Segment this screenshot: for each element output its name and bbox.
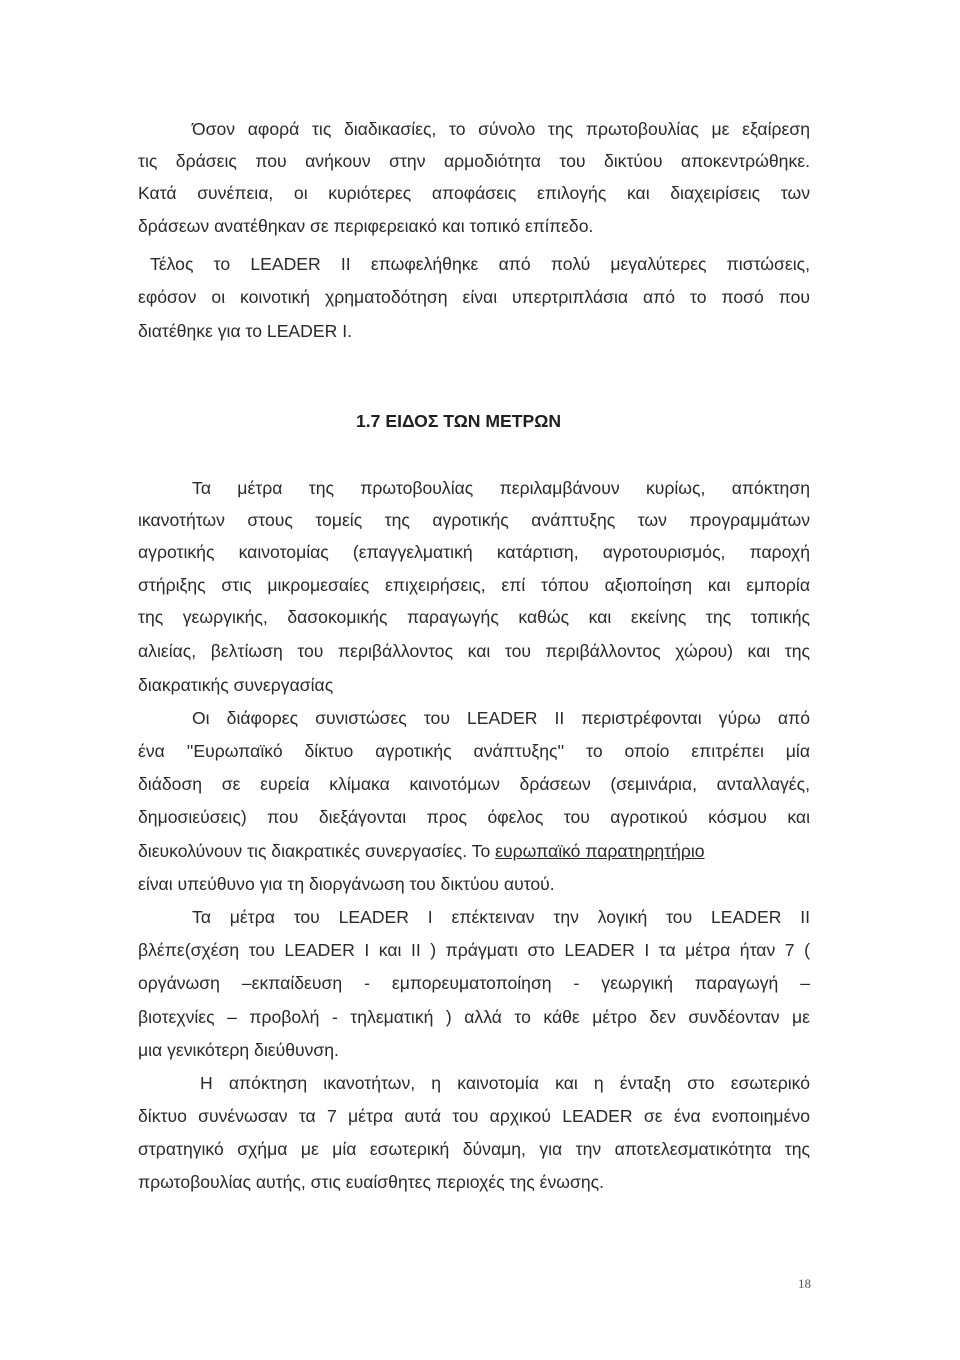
text-line: οργάνωση –εκπαίδευση - εμπορευματοποίηση - γεωργική παραγωγή – bbox=[138, 973, 810, 993]
text-line: διατέθηκε για το LEADER I. bbox=[138, 321, 352, 341]
text-line: βλέπε(σχέση του LEADER I και II ) πράγματι στο LEADER I τα μέτρα ήταν 7 ( bbox=[138, 940, 810, 960]
text-line: ένα ''Ευρωπαϊκό δίκτυο αγροτικής ανάπτυξης'' το οποίο επιτρέπει μία bbox=[138, 741, 810, 761]
text-line: δημοσιεύσεις) που διεξάγονται προς όφελος του αγροτικού κόσμου και bbox=[138, 807, 810, 827]
text-line: της γεωργικής, δασοκομικής παραγωγής καθώς και εκείνης της τοπικής bbox=[138, 607, 810, 627]
text-line: Τα μέτρα του LEADER I επέκτειναν την λογική του LEADER II bbox=[192, 907, 810, 927]
text-line: διακρατικής συνεργασίας bbox=[138, 675, 334, 695]
page-number: 18 bbox=[798, 1276, 811, 1291]
text-line: αγροτικής καινοτομίας (επαγγελματική κατάρτιση, αγροτουρισμός, παροχή bbox=[138, 542, 810, 562]
text-line: Η απόκτηση ικανοτήτων, η καινοτομία και η ένταξη στο εσωτερικό bbox=[200, 1073, 810, 1093]
text-line: δράσεων ανατέθηκαν σε περιφερειακό και τοπικό επίπεδο. bbox=[138, 216, 594, 236]
text-line bbox=[138, 840, 810, 862]
text-fragment: διευκολύνουν τις διακρατικές συνεργασίες. Το bbox=[138, 841, 491, 861]
text-line: Κατά συνέπεια, οι κυριότερες αποφάσεις επιλογής και διαχειρίσεις των bbox=[138, 183, 810, 203]
text-line: είναι υπεύθυνο για τη διοργάνωση του δικτύου αυτού. bbox=[138, 874, 555, 894]
text-line: αλιείας, βελτίωση του περιβάλλοντος και του περιβάλλοντος χώρου) και της bbox=[138, 641, 810, 661]
text-line: ικανοτήτων στους τομείς της αγροτικής ανάπτυξης των προγραμμάτων bbox=[138, 510, 810, 530]
text-line: μια γενικότερη διεύθυνση. bbox=[138, 1040, 339, 1060]
text-line: διάδοση σε ευρεία κλίμακα καινοτόμων δράσεων (σεμινάρια, ανταλλαγές, bbox=[138, 774, 810, 794]
text-line: Όσον αφορά τις διαδικασίες, το σύνολο της πρωτοβουλίας με εξαίρεση bbox=[192, 119, 810, 139]
text-line: Τέλος το LEADER II επωφελήθηκε από πολύ μεγαλύτερες πιστώσεις, bbox=[150, 254, 810, 274]
section-heading: 1.7 ΕΙΔΟΣ ΤΩΝ ΜΕΤΡΩΝ bbox=[356, 411, 562, 431]
text-line: τις δράσεις που ανήκουν στην αρμοδιότητα του δικτύου αποκεντρώθηκε. bbox=[138, 151, 810, 171]
text-line: εφόσον οι κοινοτική χρηματοδότηση είναι υπερτριπλάσια από το ποσό που bbox=[138, 287, 810, 307]
text-line: δίκτυο συνένωσαν τα 7 μέτρα αυτά του αρχικού LEADER σε ένα ενοποιημένο bbox=[138, 1106, 810, 1126]
text-line: στήριξης στις μικρομεσαίες επιχειρήσεις, επί τόπου αξιοποίηση και εμπορία bbox=[138, 575, 810, 595]
text-line: Τα μέτρα της πρωτοβουλίας περιλαμβάνουν κυρίως, απόκτηση bbox=[192, 478, 810, 498]
text-line: βιοτεχνίες – προβολή - τηλεματική ) αλλά το κάθε μέτρο δεν συνδέονταν με bbox=[138, 1007, 810, 1027]
text-line: Οι διάφορες συνιστώσες του LEADER II περιστρέφονται γύρω από bbox=[192, 708, 810, 728]
text-line: στρατηγικό σχήμα με μία εσωτερική δύναμη, για την αποτελεσματικότητα της bbox=[138, 1139, 810, 1159]
underlined-text: ευρωπαϊκό παρατηρητήριο bbox=[495, 841, 705, 861]
text-line: πρωτοβουλίας αυτής, στις ευαίσθητες περιοχές της ένωσης. bbox=[138, 1172, 605, 1192]
